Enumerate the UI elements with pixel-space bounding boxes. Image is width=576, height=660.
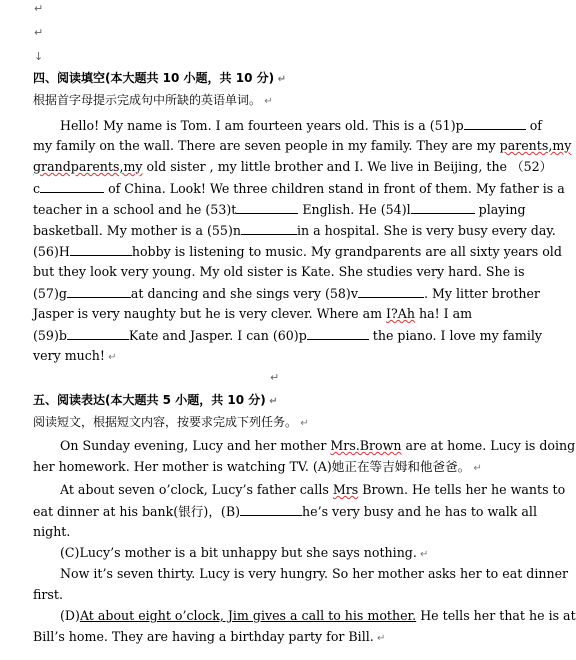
passage4-line: Hello! My name is Tom. I am fourteen years old. This is a (51)p of: [60, 118, 542, 133]
blank-56[interactable]: [70, 243, 132, 256]
passage5-line: night.: [33, 524, 71, 539]
section5-heading: 五、阅读表达(本大题共 5 小题，共 10 分) ↵: [33, 393, 278, 407]
passage5-line: eat dinner at his bank(银行)，(B) he’s very busy and he has to walk all: [33, 504, 537, 519]
passage4-line: teacher in a school and he (53)t English. He (54)l playing: [33, 202, 526, 217]
blank-53[interactable]: [236, 201, 298, 214]
passage5-line: At about seven o’clock, Lucy’s father calls Mrs Brown. He tells her he wants to: [60, 482, 566, 497]
blank-58[interactable]: [358, 285, 424, 298]
section5-instruction: 阅读短文，根据短文内容，按要求完成下列任务。 ↵: [33, 415, 309, 429]
section4-heading: 四、阅读填空(本大题共 10 小题，共 10 分) ↵: [33, 71, 286, 85]
passage4-line: (59)b Kate and Jasper. I can (60)p the piano. I love my family: [33, 328, 543, 343]
passage4-line: (57)g at dancing and she sings very (58)v . My litter brother: [33, 286, 540, 301]
blank-52[interactable]: [40, 180, 104, 193]
passage4-line: my family on the wall. There are seven people in my family. They are my parents,my: [33, 138, 572, 153]
passage5-line: Bill’s home. They are having a birthday party for Bill. ↵: [33, 629, 386, 644]
passage4-line: grandparents,my old sister , my little brother and I. We live in Beijing, the （52）: [33, 159, 553, 174]
passage4-line: Jasper is very naughty but he is very clever. Where am I?Ah ha! I am: [33, 306, 473, 321]
paragraph-mark: ↵: [270, 371, 280, 384]
passage4-line: very much! ↵: [33, 348, 117, 363]
section4-instruction: 根据首字母提示完成句中所缺的英语单词。 ↵: [33, 93, 273, 107]
blank-57[interactable]: [67, 285, 131, 298]
blank-54[interactable]: [411, 201, 475, 214]
passage4-line: (56)H hobby is listening to music. My grandparents are all sixty years old: [33, 244, 562, 259]
passage5-line: On Sunday evening, Lucy and her mother Mrs.Brown are at home. Lucy is doing: [60, 438, 576, 453]
passage5-line: Now it’s seven thirty. Lucy is very hungry. So her mother asks her to eat dinner: [60, 566, 569, 581]
passage4-line: but they look very young. My old sister is Kate. She studies very hard. She is: [33, 264, 525, 279]
paragraph-mark: ↓: [34, 50, 44, 63]
passage4-line: c of China. Look! We three children stand in front of them. My father is a: [33, 181, 565, 196]
passage5-line: (D)At about eight o’clock, Jim gives a call to his mother. He tells her that he is at: [60, 608, 576, 623]
paragraph-mark: ↵: [34, 2, 44, 15]
blank-51[interactable]: [464, 117, 526, 130]
passage5-line: (C)Lucy’s mother is a bit unhappy but she says nothing. ↵: [60, 545, 429, 560]
blank-b[interactable]: [240, 503, 302, 516]
passage4-line: basketball. My mother is a (55)n in a hospital. She is very busy every day.: [33, 223, 556, 238]
passage5-line: her homework. Her mother is watching TV. (A)她正在等吉姆和他爸爸。 ↵: [33, 459, 482, 474]
paragraph-mark: ↵: [34, 26, 44, 39]
passage5-line: first.: [33, 587, 63, 602]
blank-55[interactable]: [241, 222, 297, 235]
blank-60[interactable]: [307, 327, 369, 340]
blank-59[interactable]: [67, 327, 129, 340]
